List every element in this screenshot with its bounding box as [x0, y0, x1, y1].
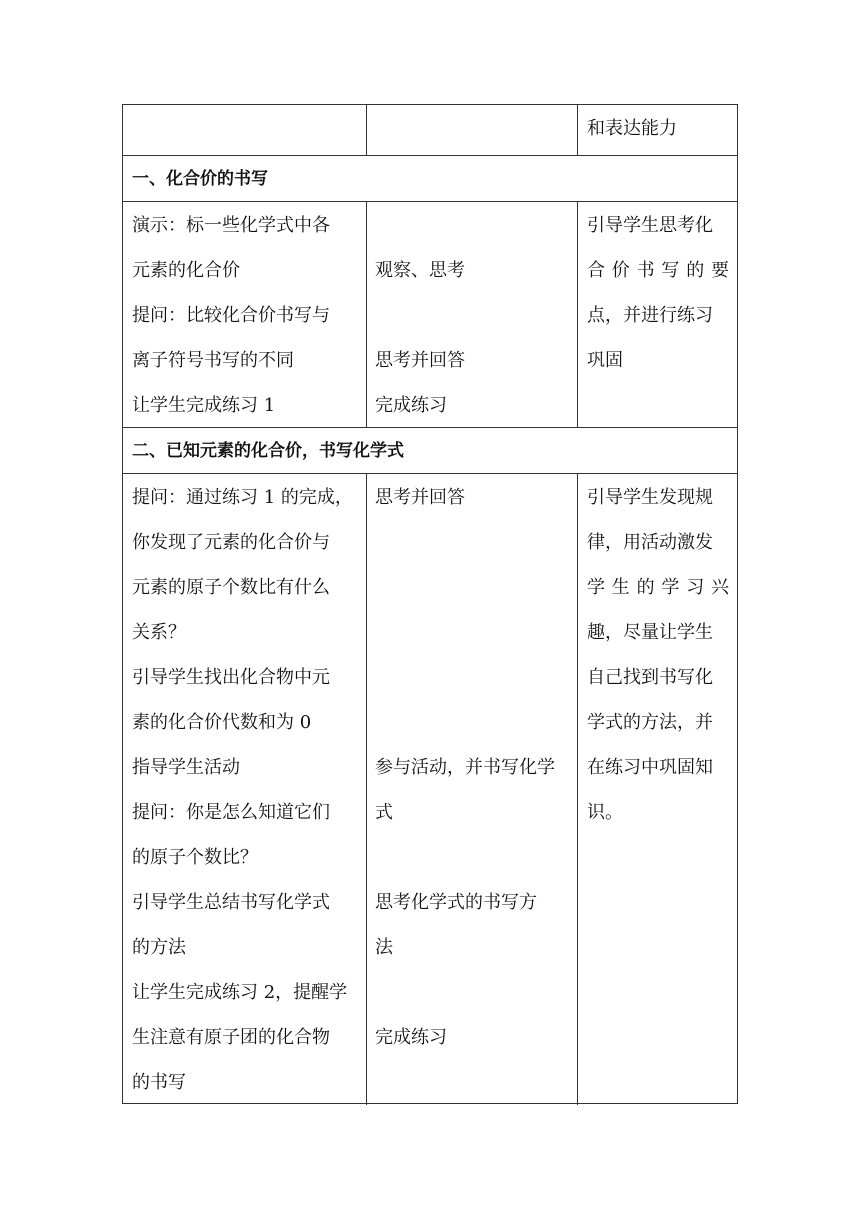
- teacher-activity-line: 关系？: [132, 622, 186, 643]
- teacher-activity-line: 离子符号书写的不同: [132, 350, 294, 371]
- teacher-activity-line: 的书写: [132, 1072, 186, 1093]
- teacher-activity-line: 生注意有原子团的化合物: [132, 1027, 330, 1048]
- purpose-line: 在练习中巩固知: [587, 757, 713, 778]
- teacher-activity-line: 演示：标一些化学式中各: [132, 215, 330, 236]
- section-title: 一、化合价的书写: [132, 169, 268, 189]
- teacher-activity-line: 让学生完成练习 2，提醒学: [132, 982, 348, 1003]
- purpose-line: 巩固: [587, 350, 623, 371]
- row-divider: [123, 201, 737, 202]
- purpose-line: 点，并进行练习: [587, 305, 713, 326]
- purpose-line: 识。: [587, 802, 623, 823]
- student-activity-line: 完成练习: [375, 1027, 447, 1048]
- student-activity-line: 式: [375, 802, 393, 823]
- column-divider: [366, 105, 367, 155]
- section-title: 二、已知元素的化合价，书写化学式: [132, 441, 404, 461]
- purpose-line: 学生的学习兴: [587, 577, 729, 598]
- row-divider: [123, 155, 737, 156]
- student-activity-line: 法: [375, 937, 393, 958]
- row-divider: [123, 427, 737, 428]
- purpose-line: 自己找到书写化: [587, 667, 713, 688]
- teacher-activity-line: 的方法: [132, 937, 186, 958]
- purpose-line: 合价书写的要: [587, 260, 729, 281]
- student-activity-line: 思考并回答: [375, 487, 465, 508]
- teacher-activity-line: 元素的化合价: [132, 260, 240, 281]
- student-activity-line: 思考并回答: [375, 350, 465, 371]
- teacher-activity-line: 提问：通过练习 1 的完成，: [132, 487, 353, 508]
- teacher-activity-line: 你发现了元素的化合价与: [132, 532, 330, 553]
- teacher-activity-line: 的原子个数比？: [132, 847, 258, 868]
- column-divider: [577, 201, 578, 427]
- student-activity-line: 参与活动，并书写化学: [375, 757, 555, 778]
- purpose-line: 引导学生发现规: [587, 487, 713, 508]
- column-divider: [577, 105, 578, 155]
- lesson-plan-table: [122, 104, 738, 1104]
- column-divider: [366, 473, 367, 1105]
- purpose-text: 和表达能力: [587, 118, 677, 139]
- teacher-activity-line: 元素的原子个数比有什么: [132, 577, 330, 598]
- column-divider: [366, 201, 367, 427]
- column-divider: [577, 473, 578, 1105]
- teacher-activity-line: 提问：比较化合价书写与: [132, 305, 330, 326]
- purpose-line: 律，用活动激发: [587, 532, 713, 553]
- teacher-activity-line: 引导学生总结书写化学式: [132, 892, 330, 913]
- purpose-line: 趣，尽量让学生: [587, 622, 713, 643]
- purpose-line: 引导学生思考化: [587, 215, 713, 236]
- teacher-activity-line: 提问：你是怎么知道它们: [132, 802, 330, 823]
- teacher-activity-line: 引导学生找出化合物中元: [132, 667, 330, 688]
- student-activity-line: 思考化学式的书写方: [375, 892, 537, 913]
- teacher-activity-line: 素的化合价代数和为 0: [132, 712, 312, 733]
- student-activity-line: 完成练习: [375, 395, 447, 416]
- purpose-line: 学式的方法，并: [587, 712, 713, 733]
- teacher-activity-line: 让学生完成练习 1: [132, 395, 276, 416]
- teacher-activity-line: 指导学生活动: [132, 757, 240, 778]
- student-activity-line: 观察、思考: [375, 260, 465, 281]
- row-divider: [123, 473, 737, 474]
